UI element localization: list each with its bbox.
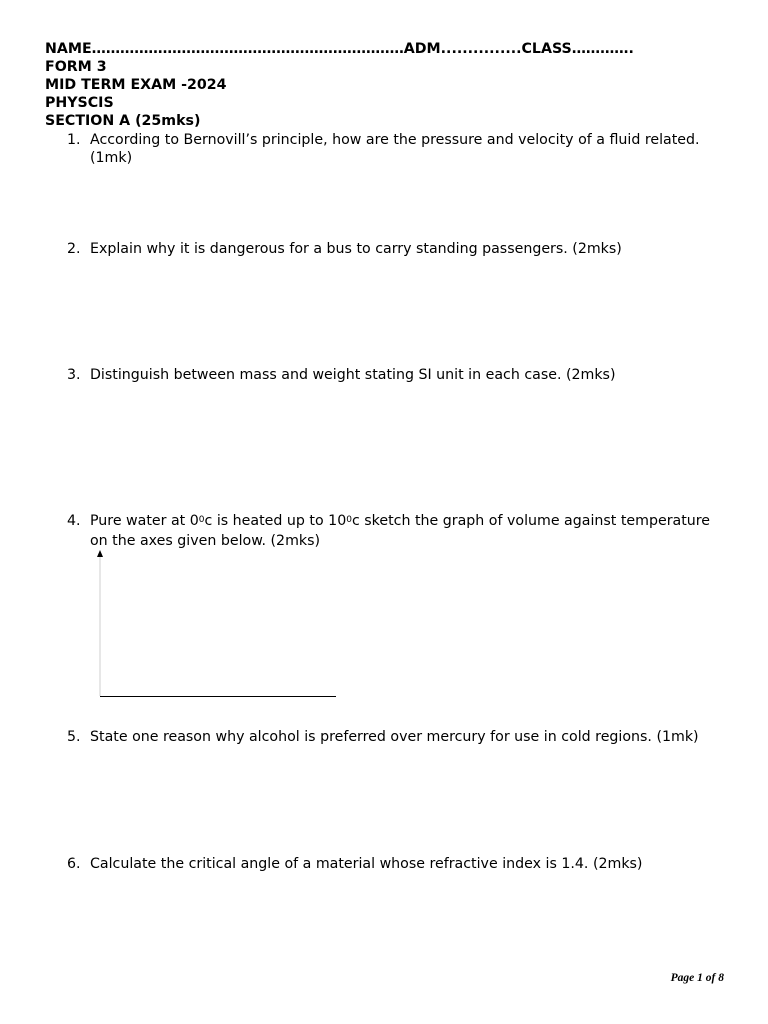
header-name-line: NAME…………………………………………………………ADM...............CLASS………….	[45, 41, 634, 57]
question-text: Explain why it is dangerous for a bus to carry standing passengers. (2mks)	[90, 241, 622, 257]
question-text: Distinguish between mass and weight stating SI unit in each case. (2mks)	[90, 367, 616, 383]
question-number: 1.	[67, 132, 81, 148]
header-exam-title: MID TERM EXAM -2024	[45, 77, 227, 93]
question-number: 5.	[67, 729, 81, 745]
question-text: Pure water at $0^0c$ is heated up to $10^0c$ sketch the graph of volume against temperature on the axes given below. (2mks)	[90, 513, 711, 549]
question-text: Calculate the critical angle of a material whose refractive index is 1.4. (2mks)	[90, 856, 643, 872]
header-subject: PHYSCIS	[45, 95, 114, 111]
header-form: FORM 3	[45, 59, 107, 75]
question-number: 3.	[67, 367, 81, 383]
section-title: SECTION A (25mks)	[45, 113, 201, 129]
question-text: State one reason why alcohol is preferred over mercury for use in cold regions. (1mk)	[90, 729, 699, 745]
question-number: 6.	[67, 856, 81, 872]
sketch-axes	[94, 546, 344, 701]
y-axis-arrowhead	[97, 550, 103, 557]
question-number: 4.	[67, 513, 81, 529]
page-number: Page 1 of 8	[670, 972, 724, 984]
question-text: According to Bernovill’s principle, how are the pressure and velocity of a fluid related. (1mk)	[90, 132, 700, 166]
question-number: 2.	[67, 241, 81, 257]
